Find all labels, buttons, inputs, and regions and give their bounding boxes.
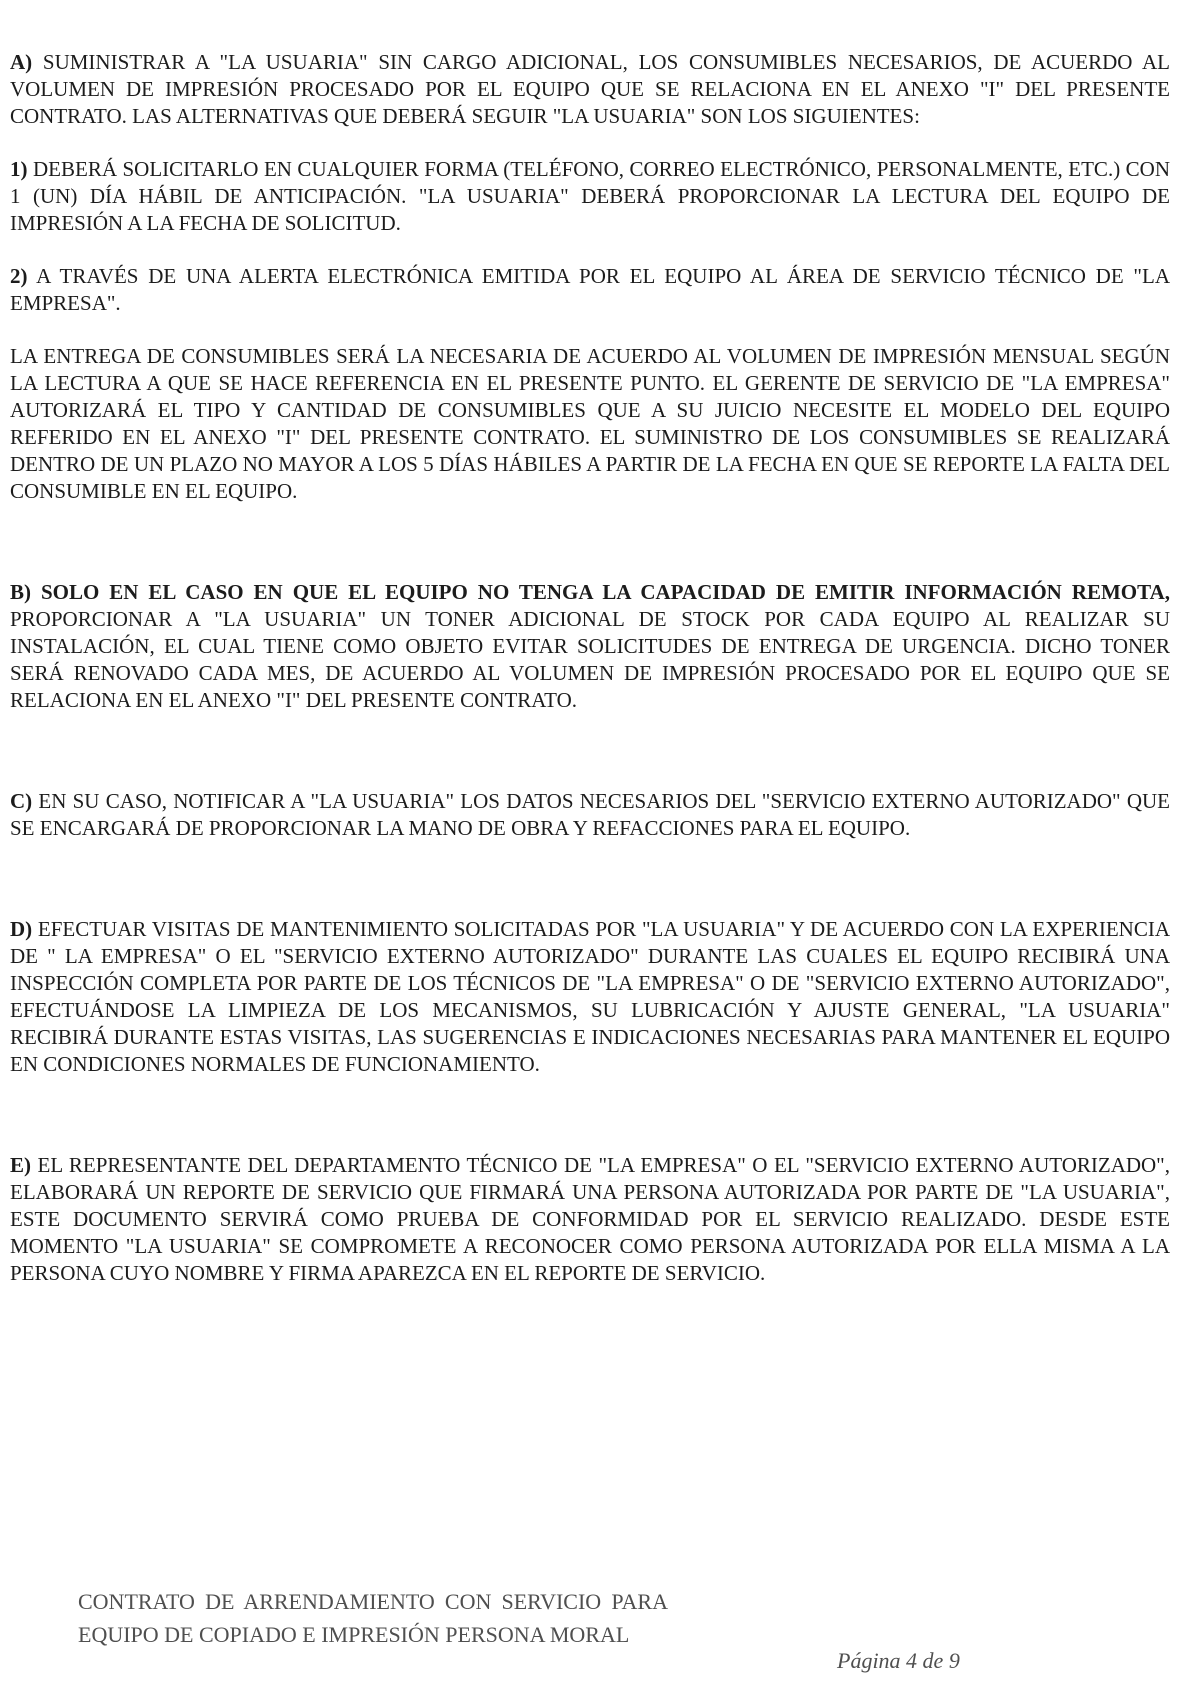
paragraph-c-label: C) xyxy=(10,789,33,813)
paragraph-2 xyxy=(10,263,1170,317)
paragraph-2-label: 2) xyxy=(10,264,28,288)
paragraph-d-label: D) xyxy=(10,917,33,941)
paragraph-a-text: SUMINISTRAR A "LA USUARIA" SIN CARGO ADICIONAL, LOS CONSUMIBLES NECESARIOS, DE ACUERDO AL VOLUMEN DE IMPRESIÓN PROCESADO POR EL EQUIPO QUE SE RELACIONA EN EL ANEXO "I" DEL PRESENTE CONTRATO. LAS ALTERNATIVAS QUE DEBERÁ SEGUIR "LA USUARIA" SON LOS SIGUIENTES: xyxy=(10,50,1171,128)
paragraph-e-label: E) xyxy=(10,1153,31,1177)
paragraph-a-label: A) xyxy=(10,50,33,74)
paragraph-c-text: EN SU CASO, NOTIFICAR A "LA USUARIA" LOS DATOS NECESARIOS DEL "SERVICIO EXTERNO AUTORIZADO" QUE SE ENCARGARÁ DE PROPORCIONAR LA MANO DE OBRA Y REFACCIONES PARA EL EQUIPO. xyxy=(10,789,1170,840)
footer-title: CONTRATO DE ARRENDAMIENTO CON SERVICIO PARA EQUIPO DE COPIADO E IMPRESIÓN PERSONA MORAL xyxy=(78,1589,668,1647)
paragraph-b-text: PROPORCIONAR A "LA USUARIA" UN TONER ADICIONAL DE STOCK POR CADA EQUIPO AL REALIZAR SU INSTALACIÓN, EL CUAL TIENE COMO OBJETO EVITAR SOLICITUDES DE ENTREGA DE URGENCIA. DICHO TONER SERÁ RENOVADO CADA MES, DE ACUERDO AL VOLUMEN DE IMPRESIÓN PROCESADO POR EL EQUIPO QUE SE RELACIONA EN EL ANEXO "I" DEL PRESENTE CONTRATO. xyxy=(10,607,1170,712)
paragraph-entrega-text: LA ENTREGA DE CONSUMIBLES SERÁ LA NECESARIA DE ACUERDO AL VOLUMEN DE IMPRESIÓN MENSUAL SEGÚN LA LECTURA A QUE SE HACE REFERENCIA EN EL PRESENTE PUNTO. EL GERENTE DE SERVICIO DE "LA EMPRESA" AUTORIZARÁ EL TIPO Y CANTIDAD DE CONSUMIBLES QUE A SU JUICIO NECESITE EL MODELO DEL EQUIPO REFERIDO EN EL ANEXO "I" DEL PRESENTE CONTRATO. EL SUMINISTRO DE LOS CONSUMIBLES SE REALIZARÁ DENTRO DE UN PLAZO NO MAYOR A LOS 5 DÍAS HÁBILES A PARTIR DE LA FECHA EN QUE SE REPORTE LA FALTA DEL CONSUMIBLE EN EL EQUIPO. xyxy=(10,344,1170,503)
paragraph-1-label: 1) xyxy=(10,157,28,181)
paragraph-entrega-consumibles xyxy=(10,343,1170,505)
paragraph-a xyxy=(10,49,1170,130)
paragraph-1-text: DEBERÁ SOLICITARLO EN CUALQUIER FORMA (TELÉFONO, CORREO ELECTRÓNICO, PERSONALMENTE, ETC.) CON 1 (UN) DÍA HÁBIL DE ANTICIPACIÓN. "LA USUARIA" DEBERÁ PROPORCIONAR LA LECTURA DEL EQUIPO DE IMPRESIÓN A LA FECHA DE SOLICITUD. xyxy=(10,157,1171,235)
paragraph-2-text: A TRAVÉS DE UNA ALERTA ELECTRÓNICA EMITIDA POR EL EQUIPO AL ÁREA DE SERVICIO TÉCNICO DE "LA EMPRESA". xyxy=(10,264,1170,315)
paragraph-e xyxy=(10,1152,1170,1287)
page-footer xyxy=(0,1585,1190,1684)
page-number: Página 4 de 9 xyxy=(837,1648,960,1673)
paragraph-d-text: EFECTUAR VISITAS DE MANTENIMIENTO SOLICITADAS POR "LA USUARIA" Y DE ACUERDO CON LA EXPERIENCIA DE " LA EMPRESA" O EL "SERVICIO EXTERNO AUTORIZADO" DURANTE LAS CUALES EL EQUIPO RECIBIRÁ UNA INSPECCIÓN COMPLETA POR PARTE DE LOS TÉCNICOS DE "LA EMPRESA" O DE "SERVICIO EXTERNO AUTORIZADO", EFECTUÁNDOSE LA LIMPIEZA DE LOS MECANISMOS, SU LUBRICACIÓN Y AJUSTE GENERAL, "LA USUARIA" RECIBIRÁ DURANTE ESTAS VISITAS, LAS SUGERENCIAS E INDICACIONES NECESARIAS PARA MANTENER EL EQUIPO EN CONDICIONES NORMALES DE FUNCIONAMIENTO. xyxy=(10,917,1171,1076)
paragraph-e-text: EL REPRESENTANTE DEL DEPARTAMENTO TÉCNICO DE "LA EMPRESA" O EL "SERVICIO EXTERNO AUTORIZADO", ELABORARÁ UN REPORTE DE SERVICIO QUE FIRMARÁ UNA PERSONA AUTORIZADA POR PARTE DE "LA USUARIA", ESTE DOCUMENTO SERVIRÁ COMO PRUEBA DE CONFORMIDAD POR EL SERVICIO REALIZADO. DESDE ESTE MOMENTO "LA USUARIA" SE COMPROMETE A RECONOCER COMO PERSONA AUTORIZADA POR ELLA MISMA A LA PERSONA CUYO NOMBRE Y FIRMA APAREZCA EN EL REPORTE DE SERVICIO. xyxy=(10,1153,1171,1285)
contract-body xyxy=(10,49,1170,1313)
paragraph-d xyxy=(10,916,1170,1078)
paragraph-c xyxy=(10,788,1170,842)
paragraph-b-label: B) SOLO EN EL CASO EN QUE EL EQUIPO NO TENGA LA CAPACIDAD DE EMITIR INFORMACIÓN REMOTA, xyxy=(10,580,1170,604)
paragraph-1 xyxy=(10,156,1170,237)
paragraph-b xyxy=(10,579,1170,714)
